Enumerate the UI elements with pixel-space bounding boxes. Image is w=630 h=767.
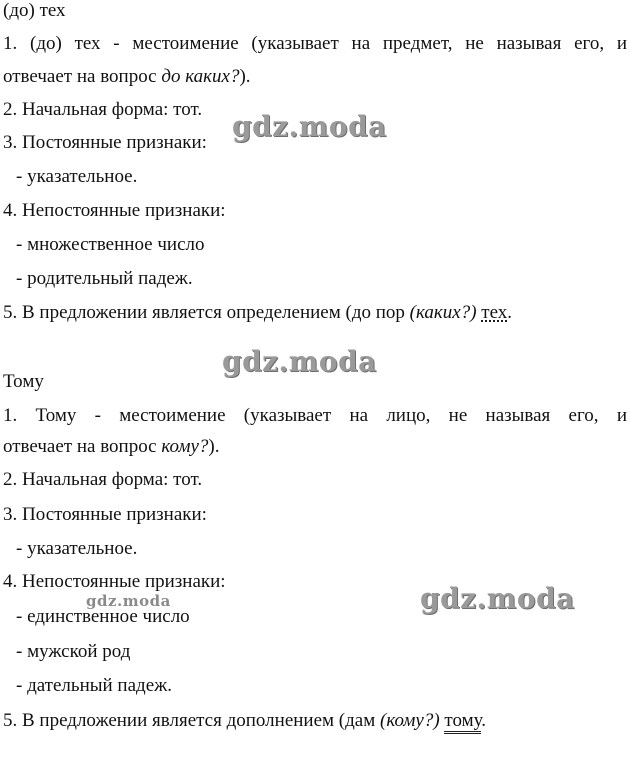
section1-item3-value: - указательное. (16, 166, 138, 187)
section2-item5: 5. В предложении является дополнением (дам (кому?) тому. (3, 708, 627, 734)
watermark-logo: gdz.moda (420, 582, 575, 615)
section1-item1-line2: отвечает на вопрос до каких?). (3, 66, 251, 87)
section1-item2: 2. Начальная форма: тот. (3, 99, 203, 120)
section2-title: Тому (3, 371, 44, 392)
watermark-logo: gdz.moda (86, 592, 171, 610)
watermark-logo: gdz.moda (232, 110, 387, 143)
section1-item4-value1: - множественное число (16, 234, 205, 255)
section1-item5: 5. В предложении является определением (до пор (каких?) тех. (3, 302, 513, 323)
section1-item1-line1: 1. (до) тех - местоимение (указывает на предмет, не называя его, и (3, 33, 627, 54)
section1-title: (до) тех (3, 0, 66, 21)
section2-item1-line2: отвечает на вопрос кому?). (3, 436, 220, 457)
section1-item4-value2: - родительный падеж. (16, 268, 193, 289)
section2-item4-value1: - единственное число (16, 606, 190, 627)
dotted-underlined-word: тех (481, 302, 508, 323)
watermark-logo: gdz.moda (222, 345, 377, 378)
section2-item4-value2: - мужской род (16, 641, 131, 662)
section1-item4: 4. Непостоянные признаки: (3, 200, 226, 221)
section2-item4: 4. Непостоянные признаки: (3, 571, 226, 592)
section2-item3: 3. Постоянные признаки: (3, 504, 207, 525)
section2-item3-value: - указательное. (16, 538, 138, 559)
section2-item4-value3: - дательный падеж. (16, 675, 172, 696)
double-underlined-word: тому (444, 710, 481, 734)
section2-item2: 2. Начальная форма: тот. (3, 469, 203, 490)
section1-item3: 3. Постоянные признаки: (3, 132, 207, 153)
section2-item1-line1: 1. Тому - местоимение (указывает на лицо, не называя его, и (3, 405, 627, 426)
